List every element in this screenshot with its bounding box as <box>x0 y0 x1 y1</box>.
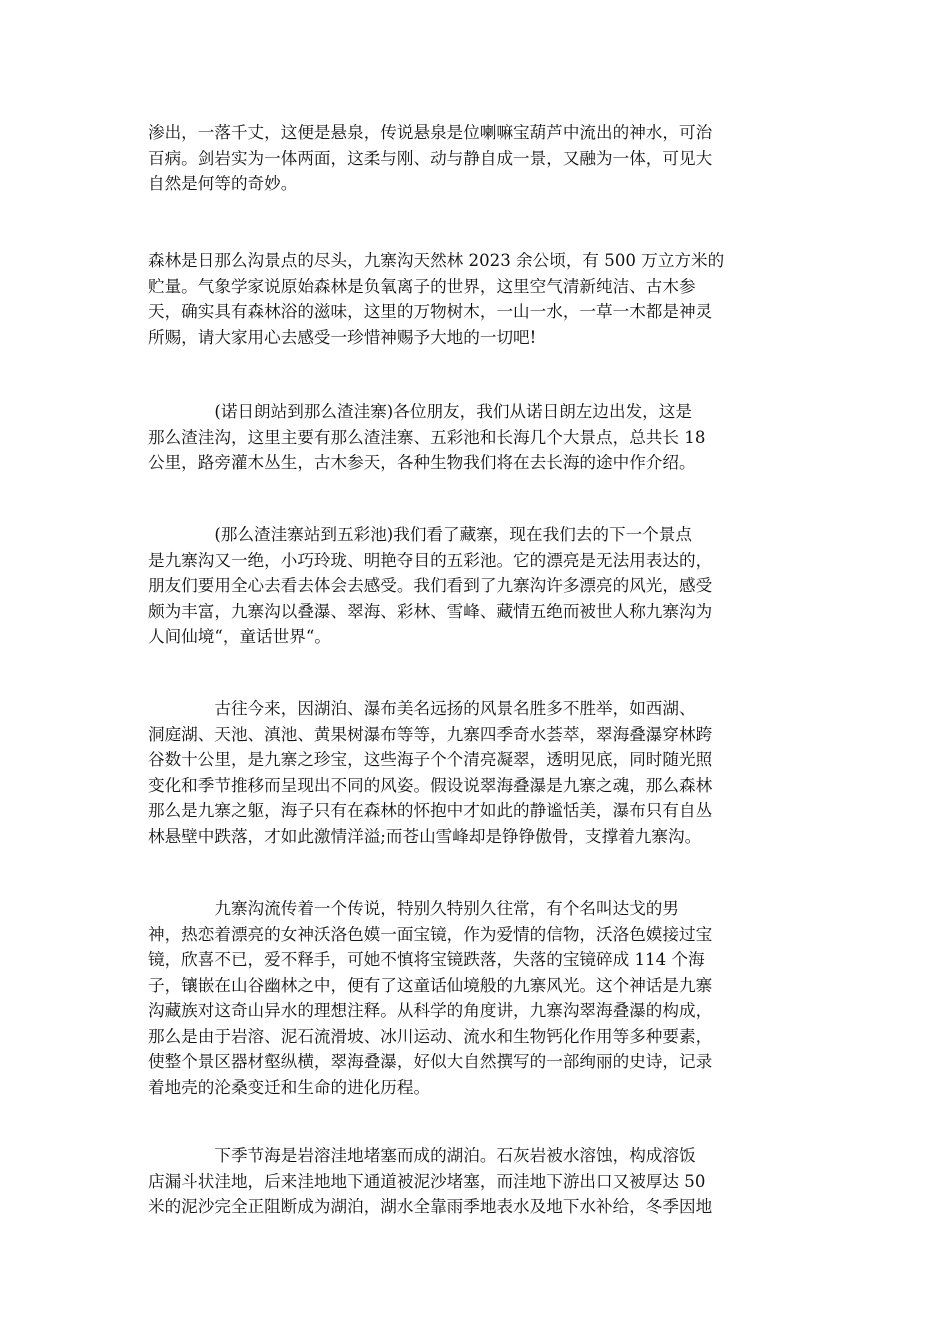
text-line: 是九寨沟又一绝，小巧玲珑、明艳夺目的五彩池。它的漂亮是无法用表达的， <box>148 550 713 570</box>
text-line: 米的泥沙完全正阻断成为湖泊，湖水全靠雨季地表水及地下水补给，冬季因地 <box>148 1197 713 1216</box>
text-line: 九寨沟流传着一个传说，特别久特别久往常，有个名叫达戈的男 <box>148 899 679 918</box>
text-line: 下季节海是岩溶洼地堵塞而成的湖泊。石灰岩被水溶蚀，构成溶饭 <box>148 1146 696 1165</box>
text-line: 那么渣洼沟，这里主要有那么渣洼寨、五彩池和长海几个大景点，总共长 18 <box>148 427 706 447</box>
text-line: 天，确实具有森林浴的滋味，这里的万物树木，一山一水，一草一木都是神灵 <box>148 302 713 321</box>
text-line: 所赐，请大家用心去感受一珍惜神赐予大地的一切吧! <box>148 327 537 347</box>
text-line: 那么是由于岩溶、泥石流滑坡、冰川运动、流水和生物钙化作用等多种要素， <box>148 1026 713 1046</box>
paragraph-seasonal-lake <box>148 1143 800 1220</box>
text-line: (诺日朗站到那么渣洼寨)各位朋友，我们从诺日朗左边出发，这是 <box>148 402 692 421</box>
text-line: 变化和季节推移而呈现出不同的风姿。假设说翠海叠瀑是九寨之魂，那么森林 <box>148 775 713 795</box>
text-line: 神，热恋着漂亮的女神沃洛色嫫一面宝镜，作为爱情的信物，沃洛色嫫接过宝 <box>148 924 713 944</box>
text-line: 贮量。气象学家说原始森林是负氧离子的世界，这里空气清新纯洁、古木参 <box>148 276 696 296</box>
paragraph-hanging-spring <box>148 120 800 197</box>
text-line: 店漏斗状洼地，后来洼地地下通道被泥沙堵塞，而洼地下游出口又被厚达 50 <box>148 1171 706 1191</box>
text-line: 子，镶嵌在山谷幽林之中，便有了这童话仙境般的九寨风光。这个神话是九寨 <box>148 975 713 995</box>
text-line: 着地壳的沦桑变迁和生命的进化历程。 <box>148 1077 431 1097</box>
paragraph-forest <box>148 248 800 350</box>
text-line: 森林是日那么沟景点的尽头，九寨沟天然林 2023 余公顷，有 500 万立方米的 <box>148 251 725 270</box>
text-line: 那么是九寨之躯，海子只有在森林的怀抱中才如此的静谧恬美，瀑布只有自丛 <box>148 801 713 820</box>
text-line: 自然是何等的奇妙。 <box>148 174 298 193</box>
paragraph-five-color-pool <box>148 522 800 650</box>
text-line: 古往今来，因湖泊、瀑布美名远扬的风景名胜多不胜举，如西湖、 <box>148 699 696 718</box>
text-line: 镜，欣喜不已，爱不释手，可她不慎将宝镜跌落，失落的宝镜碎成 114 个海 <box>148 950 705 969</box>
text-line: 百病。剑岩实为一体两面，这柔与刚、动与静自成一景，又融为一体，可见大 <box>148 148 713 168</box>
text-line: 洞庭湖、天池、滇池、黄果树瀑布等等，九寨四季奇水荟萃，翠海叠瀑穿林跨 <box>148 724 713 744</box>
text-line: 使整个景区器材壑纵横，翠海叠瀑，好似大自然撰写的一部绚丽的史诗，记录 <box>148 1052 713 1071</box>
text-line: 颇为丰富，九寨沟以叠瀑、翠海、彩林、雪峰、藏情五绝而被世人称九寨沟为 <box>148 601 713 621</box>
paragraph-legend <box>148 896 800 1100</box>
paragraph-lakes-waterfalls <box>148 696 800 849</box>
text-line: 谷数十公里，是九寨之珍宝，这些海子个个清亮凝翠，透明见底，同时随光照 <box>148 750 713 769</box>
text-line: 林悬壁中跌落，才如此激情洋溢;而苍山雪峰却是铮铮傲骨，支撑着九寨沟。 <box>148 826 702 846</box>
text-line: 朋友们要用全心去看去体会去感受。我们看到了九寨沟许多漂亮的风光，感受 <box>148 576 713 595</box>
text-line: 渗出，一落千丈，这便是悬泉，传说悬泉是位喇嘛宝葫芦中流出的神水，可治 <box>148 123 713 142</box>
paragraph-nuorilang-to-zechawa <box>148 399 800 476</box>
text-line: 沟藏族对这奇山异水的理想注释。从科学的角度讲，九寨沟翠海叠瀑的构成， <box>148 1001 713 1020</box>
text-line: 公里，路旁灌木丛生，古木参天，各种生物我们将在去长海的途中作介绍。 <box>148 453 696 472</box>
text-line: 人间仙境“，童话世界“。 <box>148 627 331 646</box>
text-line: (那么渣洼寨站到五彩池)我们看了藏寨，现在我们去的下一个景点 <box>148 525 692 544</box>
